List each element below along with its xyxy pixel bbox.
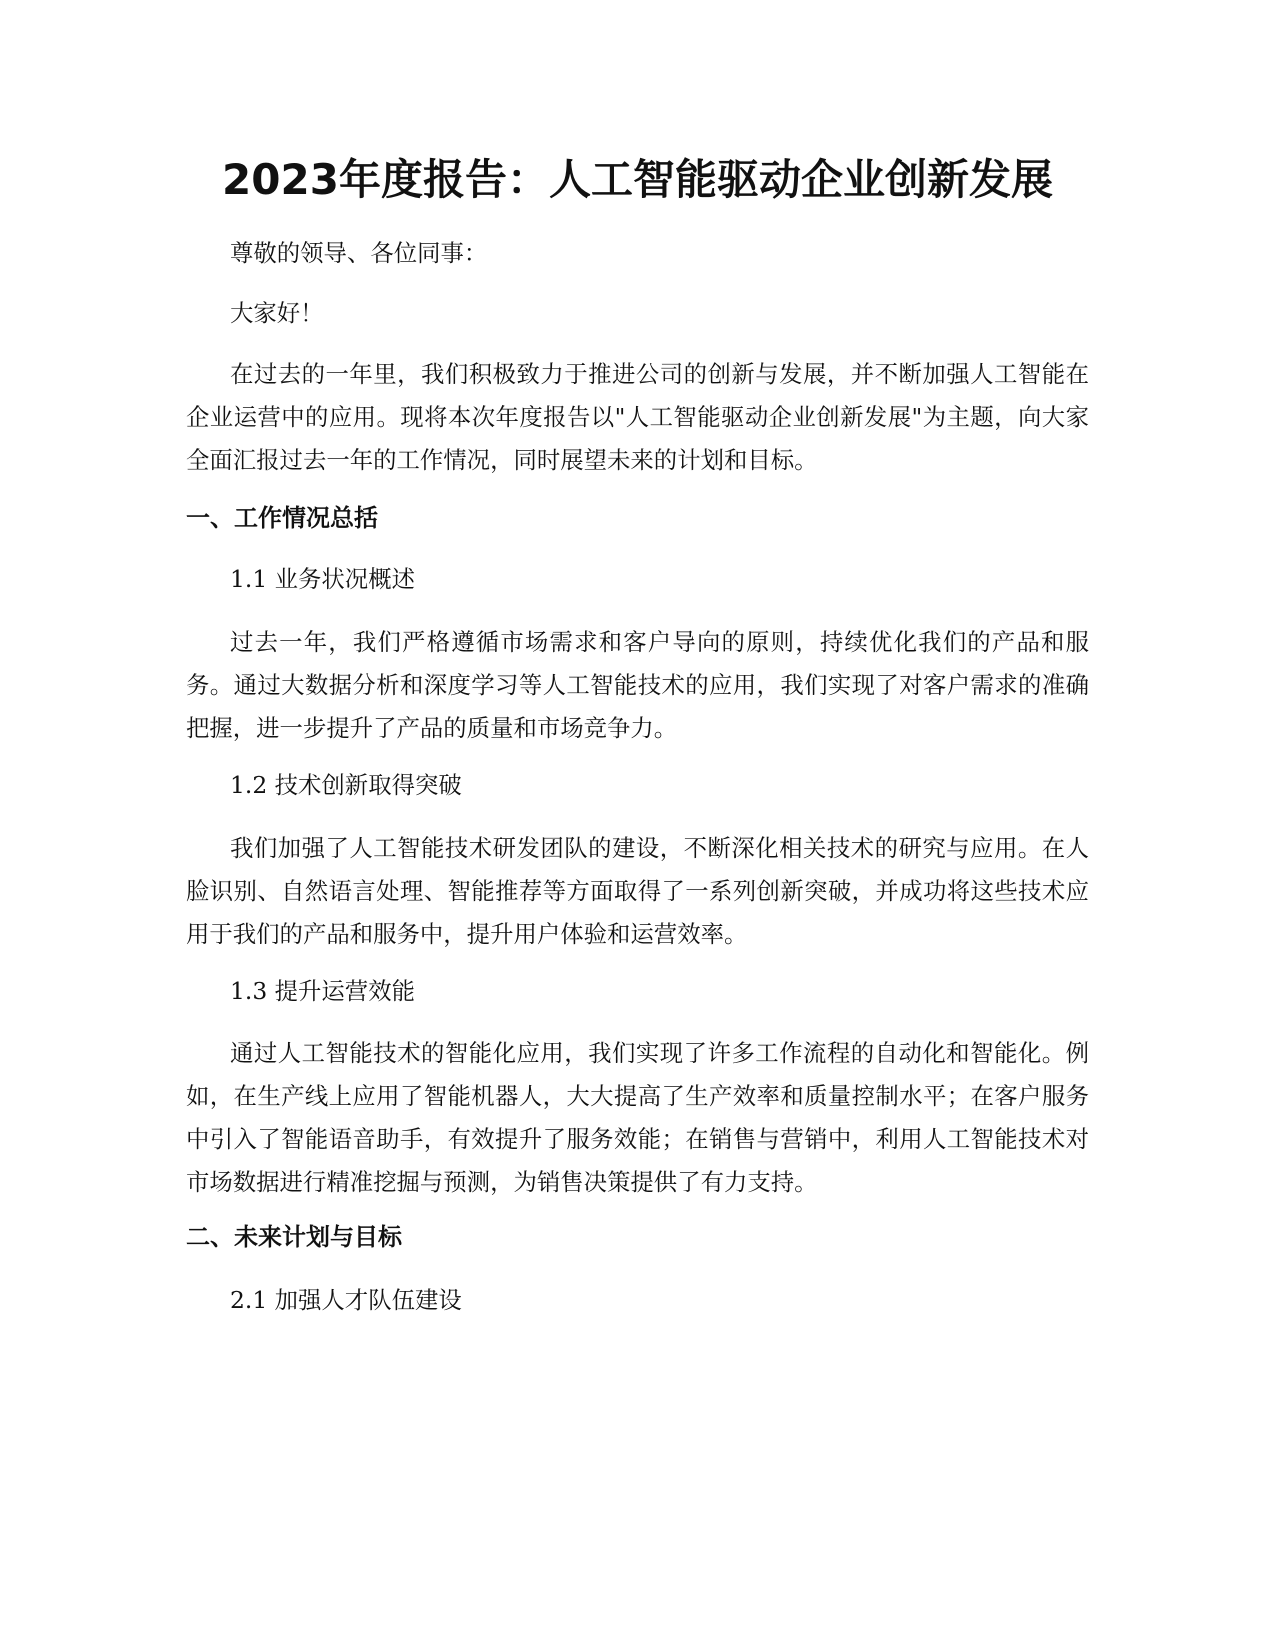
intro-paragraph: 在过去的一年里，我们积极致力于推进公司的创新与发展，并不断加强人工智能在企业运营中的应用。现将本次年度报告以"人工智能驱动企业创新发展"为主题，向大家全面汇报过去一年的工作情况，同时展望未来的计划和目标。: [186, 360, 1089, 474]
subsection-heading: 1.3 提升运营效能: [230, 977, 415, 1005]
hello-paragraph: 大家好！: [230, 299, 324, 327]
body-paragraph: 通过人工智能技术的智能化应用，我们实现了许多工作流程的自动化和智能化。例如，在生产线上应用了智能机器人，大大提高了生产效率和质量控制水平；在客户服务中引入了智能语音助手，有效提升了服务效能；在销售与营销中，利用人工智能技术对市场数据进行精准挖掘与预测，为销售决策提供了有力支持。: [186, 1039, 1089, 1196]
greeting-paragraph: 尊敬的领导、各位同事：: [230, 239, 488, 267]
body-paragraph: 过去一年，我们严格遵循市场需求和客户导向的原则，持续优化我们的产品和服务。通过大数据分析和深度学习等人工智能技术的应用，我们实现了对客户需求的准确把握，进一步提升了产品的质量和市场竞争力。: [186, 628, 1089, 742]
section-heading: 二、未来计划与目标: [186, 1223, 402, 1251]
body-paragraph: 我们加强了人工智能技术研发团队的建设，不断深化相关技术的研究与应用。在人脸识别、自然语言处理、智能推荐等方面取得了一系列创新突破，并成功将这些技术应用于我们的产品和服务中，提升用户体验和运营效率。: [186, 834, 1089, 948]
subsection-heading: 1.1 业务状况概述: [230, 565, 415, 593]
document-page: [186, 0, 1089, 1650]
subsection-heading: 1.2 技术创新取得突破: [230, 771, 462, 799]
subsection-heading: 2.1 加强人才队伍建设: [230, 1286, 462, 1314]
section-heading: 一、工作情况总括: [186, 504, 378, 532]
document-title: 2023年度报告：人工智能驱动企业创新发展: [222, 155, 1053, 204]
